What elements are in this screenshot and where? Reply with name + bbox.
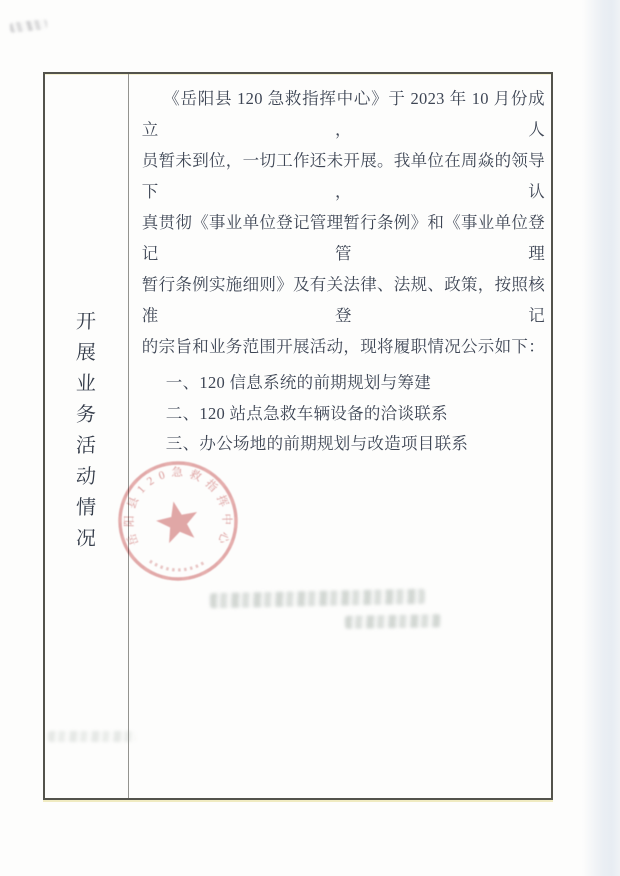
row-label-char: 况 xyxy=(76,528,97,550)
activity-list-item: 三、办公场地的前期规划与改造项目联系 xyxy=(165,434,469,453)
official-seal xyxy=(113,456,243,586)
form-table xyxy=(43,72,553,800)
seal-arc-text: 岳阳县120急救指挥中心 xyxy=(123,467,233,547)
activity-list xyxy=(142,368,545,460)
row-label-char: 活 xyxy=(76,435,97,457)
body-text-line: 《岳阳县 120 急救指挥中心》于 2023 年 10 月份成立，人 xyxy=(141,89,545,139)
seal-bottom-text-marks xyxy=(150,561,206,570)
row-content-cell xyxy=(129,74,551,798)
row-label-char: 展 xyxy=(76,342,97,364)
activity-list-item: 二、120 站点急救车辆设备的洽谈联系 xyxy=(165,403,448,423)
row-label-char: 务 xyxy=(76,404,97,426)
row-label-char: 开 xyxy=(76,311,97,333)
activity-list-item: 一、120 信息系统的前期规划与筹建 xyxy=(165,373,432,392)
row-label-char: 情 xyxy=(76,497,97,519)
scan-edge-shadow xyxy=(582,0,620,876)
row-label-char: 业 xyxy=(76,373,97,395)
seal-star-icon xyxy=(153,497,202,545)
row-label-char: 动 xyxy=(76,466,97,488)
body-text-line: 真贯彻《事业单位登记管理暂行条例》和《事业单位登记管理 xyxy=(141,213,545,263)
pencil-smudge xyxy=(10,19,48,33)
body-text-line: 员暂未到位，一切工作还未开展。我单位在周焱的领导下，认 xyxy=(141,151,545,201)
body-text-line: 的宗旨和业务范围开展活动，现将履职情况公示如下： xyxy=(141,337,545,356)
row-header-cell xyxy=(45,74,129,798)
body-text-line: 暂行条例实施细则》及有关法律、法规、政策，按照核准登记 xyxy=(141,275,545,325)
